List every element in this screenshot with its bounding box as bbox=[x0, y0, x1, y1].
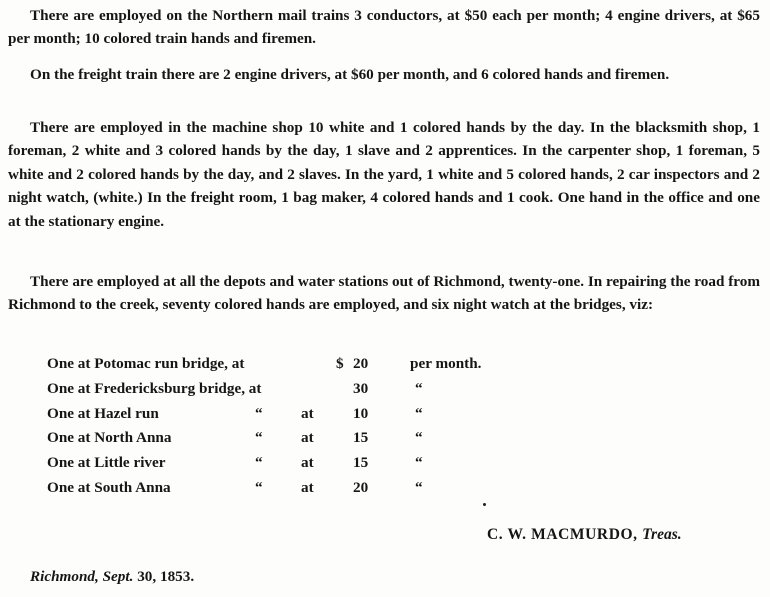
bridge-place: One at Little river bbox=[47, 454, 166, 472]
table-row bbox=[47, 380, 487, 405]
at-label: at bbox=[301, 478, 314, 496]
table-row bbox=[47, 405, 487, 430]
bridge-place: One at Potomac run bridge, at bbox=[47, 355, 245, 372]
amount: 20 bbox=[353, 478, 369, 496]
signature-block bbox=[487, 526, 682, 544]
bridge-watch-table bbox=[47, 355, 487, 504]
signatory-title: Treas. bbox=[642, 526, 682, 543]
dateline-date: 30, 1853. bbox=[137, 568, 195, 585]
bridge-place: One at North Anna bbox=[47, 429, 172, 447]
bridge-place: One at Hazel run bbox=[47, 404, 159, 422]
at-label: at bbox=[301, 454, 314, 472]
paragraph-depots: There are employed at all the depots and water stations out of Richmond, twenty-one. In repairing the road from Richmond to the creek, seventy colored hands are employed, and six night watch at the bridges, viz: bbox=[8, 273, 760, 314]
dateline bbox=[30, 568, 194, 586]
ditto-mark: “ bbox=[255, 478, 263, 496]
at-label: at bbox=[301, 404, 314, 422]
amount: 30 bbox=[353, 379, 369, 397]
bridge-place: One at Fredericksburg bridge, at bbox=[47, 379, 262, 397]
ditto-mark: “ bbox=[415, 379, 423, 397]
dollar-sign: $ bbox=[336, 355, 344, 372]
amount: 10 bbox=[353, 404, 369, 422]
table-row bbox=[47, 429, 487, 454]
stray-dot-mark bbox=[483, 503, 486, 506]
table-row bbox=[47, 454, 487, 479]
paragraph-mail-trains: There are employed on the Northern mail trains 3 conductors, at $50 each per month; 4 engine drivers, at $65 per month; 10 colored train hands and firemen. bbox=[8, 7, 760, 48]
signatory-name: C. W. MACMURDO, bbox=[487, 526, 638, 543]
ditto-mark: “ bbox=[255, 429, 263, 447]
ditto-mark: “ bbox=[415, 478, 423, 496]
amount: 15 bbox=[353, 429, 369, 447]
table-row bbox=[47, 479, 487, 504]
per-month: per month. bbox=[410, 355, 482, 372]
dateline-place: Richmond, Sept. bbox=[30, 568, 134, 585]
bridge-place: One at South Anna bbox=[47, 478, 171, 496]
ditto-mark: “ bbox=[415, 429, 423, 447]
paragraph-freight-train: On the freight train there are 2 engine drivers, at $60 per month, and 6 colored hands and firemen. bbox=[30, 66, 670, 83]
ditto-mark: “ bbox=[415, 454, 423, 472]
table-row bbox=[47, 355, 487, 380]
paragraph-shops: There are employed in the machine shop 10 white and 1 colored hands by the day. In the blacksmith shop, 1 foreman, 2 white and 3 colored hands by the day, 1 slave and 2 apprentices. In the carpenter shop, 1 foreman, 5 white and 2 colored hands by the day, and 2 slaves. In the yard, 1 white and 5 colored hands, 2 car inspectors and 2 night watch, (white.) In the freight room, 1 bag maker, 4 colored hands and 1 cook. One hand in the office and one at the stationary engine. bbox=[8, 119, 760, 230]
ditto-mark: “ bbox=[415, 404, 423, 422]
ditto-mark: “ bbox=[255, 454, 263, 472]
ditto-mark: “ bbox=[255, 404, 263, 422]
at-label: at bbox=[301, 429, 314, 447]
amount: 20 bbox=[353, 355, 369, 372]
amount: 15 bbox=[353, 454, 369, 472]
